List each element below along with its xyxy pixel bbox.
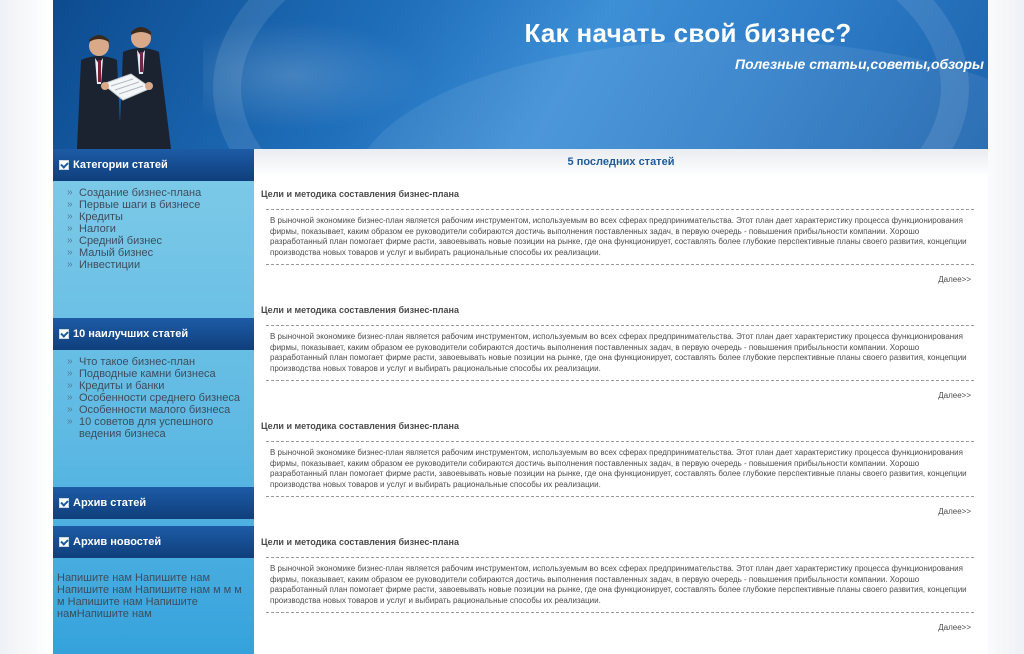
- read-more-link[interactable]: Далее>>: [938, 623, 971, 632]
- contact-text: Напишите нам Напишите нам Напишите нам Напишите нам м м м м Напишите нам Напишите намНапишите нам: [57, 572, 242, 620]
- categories-block: [53, 149, 254, 271]
- top10-block: [53, 318, 254, 440]
- top10-list: [53, 350, 254, 440]
- article-title[interactable]: Цели и методика составления бизнес-плана: [261, 421, 459, 431]
- article-body: В рыночной экономике бизнес-план является рабочим инструментом, используемым во всех сферах предпринимательства. Этот план дает характеристику процесса функционирования фирмы, показывает, каким образом ее руководители собираются достичь выполнения поставленных задач, в первую очередь - повышения прибыльности компании. Хорошо разработанный план помогает фирме расти, завоевывать новые позиции на рынке, где она функционирует, составлять более глубокие перспективные планы своего развития, концепции производства новых товаров и услуг и выбирать рациональные способы их реализации.: [266, 209, 974, 265]
- category-link[interactable]: » Инвестиции: [67, 259, 254, 271]
- main-content: [254, 149, 988, 654]
- businessmen-photo: [59, 24, 249, 149]
- read-more-link[interactable]: Далее>>: [938, 391, 971, 400]
- checkbox-icon: [59, 537, 69, 547]
- sidebar: [53, 149, 254, 654]
- article-title[interactable]: Цели и методика составления бизнес-плана: [261, 189, 459, 199]
- top-article-link[interactable]: » Кредиты и банки: [67, 380, 254, 392]
- top-article-link[interactable]: » 10 советов для успешного ведения бизнеса: [67, 416, 254, 440]
- archive-news-block: [53, 526, 254, 620]
- categories-title: Категории статей: [73, 159, 168, 171]
- top10-title: 10 наилучших статей: [73, 328, 189, 340]
- archive-articles-header[interactable]: [53, 487, 254, 519]
- read-more-link[interactable]: Далее>>: [938, 275, 971, 284]
- top-article-link[interactable]: » Подводные камни бизнеса: [67, 368, 254, 380]
- article-body: В рыночной экономике бизнес-план является рабочим инструментом, используемым во всех сферах предпринимательства. Этот план дает характеристику процесса функционирования фирмы, показывает, каким образом ее руководители собираются достичь выполнения поставленных задач, в первую очередь - повышения прибыльности компании. Хорошо разработанный план помогает фирме расти, завоевывать новые позиции на рынке, где она функционирует, составлять более глубокие перспективные планы своего развития, концепции производства новых товаров и услуг и выбирать рациональные способы их реализации.: [266, 441, 974, 497]
- categories-header: [53, 149, 254, 181]
- category-link[interactable]: » Малый бизнес: [67, 247, 254, 259]
- read-more-link[interactable]: Далее>>: [938, 507, 971, 516]
- top-article-link[interactable]: » Особенности среднего бизнеса: [67, 392, 254, 404]
- categories-list: [53, 181, 254, 271]
- archive-articles-title: Архив статей: [73, 497, 147, 509]
- article-body: В рыночной экономике бизнес-план является рабочим инструментом, используемым во всех сферах предпринимательства. Этот план дает характеристику процесса функционирования фирмы, показывает, каким образом ее руководители собираются достичь выполнения поставленных задач, в первую очередь - повышения прибыльности компании. Хорошо разработанный план помогает фирме расти, завоевывать новые позиции на рынке, где она функционирует, составлять более глубокие перспективные планы своего развития, концепции производства новых товаров и услуг и выбирать рациональные способы их реализации.: [266, 325, 974, 381]
- checkbox-icon: [59, 160, 69, 170]
- archive-articles-block: [53, 487, 254, 519]
- site-subtitle: Полезные статьи,советы,обзоры: [735, 56, 984, 72]
- top-article-link[interactable]: » Особенности малого бизнеса: [67, 404, 254, 416]
- page: [53, 0, 988, 654]
- category-link[interactable]: » Создание бизнес-плана: [67, 187, 254, 199]
- checkbox-icon: [59, 329, 69, 339]
- site-title: Как начать свой бизнес?: [524, 18, 852, 48]
- checkbox-icon: [59, 498, 69, 508]
- archive-news-title: Архив новостей: [73, 536, 162, 548]
- category-link[interactable]: » Кредиты: [67, 211, 254, 223]
- category-link[interactable]: » Средний бизнес: [67, 235, 254, 247]
- category-link[interactable]: » Налоги: [67, 223, 254, 235]
- archive-news-header[interactable]: [53, 526, 254, 558]
- category-link[interactable]: » Первые шаги в бизнесе: [67, 199, 254, 211]
- article-title[interactable]: Цели и методика составления бизнес-плана: [261, 305, 459, 315]
- article-body: В рыночной экономике бизнес-план является рабочим инструментом, используемым во всех сферах предпринимательства. Этот план дает характеристику процесса функционирования фирмы, показывает, каким образом ее руководители собираются достичь выполнения поставленных задач, в первую очередь - повышения прибыльности компании. Хорошо разработанный план помогает фирме расти, завоевывать новые позиции на рынке, где она функционирует, составлять более глубокие перспективные планы своего развития, концепции производства новых товаров и услуг и выбирать рациональные способы их реализации.: [266, 557, 974, 613]
- header-banner: [53, 0, 988, 149]
- article-title[interactable]: Цели и методика составления бизнес-плана: [261, 537, 459, 547]
- top10-header: [53, 318, 254, 350]
- latest-articles-heading: 5 последних статей: [254, 149, 988, 177]
- top-article-link[interactable]: » Что такое бизнес-план: [67, 356, 254, 368]
